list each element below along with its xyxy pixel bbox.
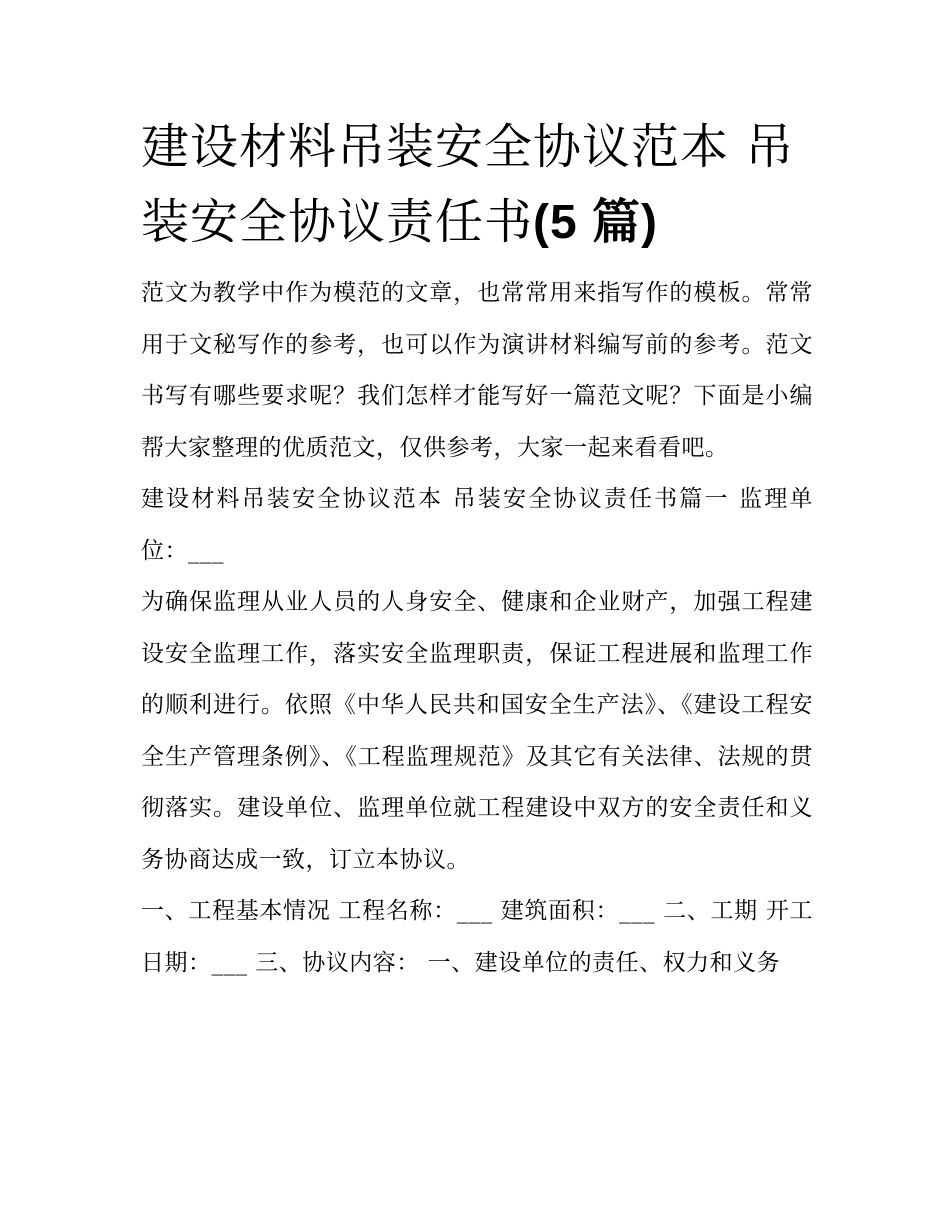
intro-paragraph: 范文为教学中作为模范的文章，也常常用来指写作的模板。常常用于文秘写作的参考，也可以作为演讲材料编写前的参考。范文书写有哪些要求呢？我们怎样才能写好一篇范文呢？下面是小编帮大家整理的优质范文，仅供参考，大家一起来看看吧。 xyxy=(141,280,813,461)
document-title xyxy=(141,110,813,260)
section-heading: 建设材料吊装安全协议范本 吊装安全协议责任书篇一 监理单位：___ xyxy=(141,486,813,564)
title-count: (5 篇) xyxy=(533,196,659,249)
purpose-paragraph: 为确保监理从业人员的人身安全、健康和企业财产，加强工程建设安全监理工作，落实安全监理职责，保证工程进展和监理工作的顺利进行。依照《中华人民共和国安全生产法》、《建设工程安全生产管理条例》、《工程监理规范》及其它有关法律、法规的贯彻落实。建设单位、监理单位就工程建设中双方的安全责任和义务协商达成一致，订立本协议。 xyxy=(141,589,813,873)
document-body xyxy=(141,110,813,989)
title-text: 建设材料吊装安全协议范本 吊装安全协议责任书 xyxy=(141,119,795,250)
project-info-paragraph: 一、工程基本情况 工程名称：___ 建筑面积：___ 二、工期 开工日期：___ 三、协议内容： 一、建设单位的责任、权力和义务 xyxy=(141,898,813,976)
